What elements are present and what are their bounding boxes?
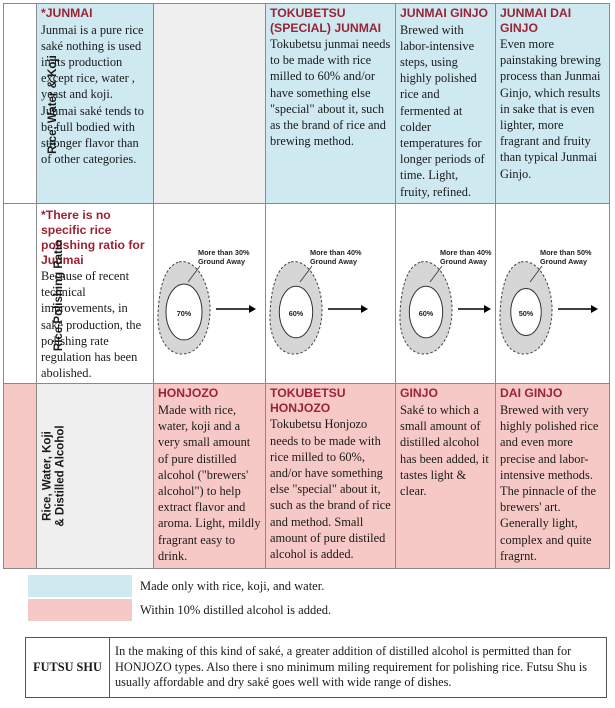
tokubetsu-junmai-cell	[266, 4, 396, 204]
remaining-percent-label: 70%	[176, 309, 192, 319]
polishing-note: *There is no specific rice polishing ratio for Junmai	[41, 208, 145, 267]
polishing-body: Because of recent technical improvements, in saké production, the polishing rate regulation has been abolished.	[41, 269, 142, 381]
row-rice-water-koji	[4, 4, 610, 204]
tokubetsu-junmai-title: TOKUBETSU (SPECIAL) JUNMAI	[270, 6, 382, 35]
tokubetsu-honjozo-cell	[266, 384, 396, 569]
rice-grain-diagram	[266, 206, 395, 381]
tokubetsu-honjozo-title: TOKUBETSU HONJOZO	[270, 386, 346, 415]
ground-away-label-line1: More than 50%	[540, 248, 592, 258]
row2-label-text: Rice Polishing Ratio	[53, 239, 66, 351]
ground-away-label-line1: More than 40%	[440, 248, 492, 258]
arrow-head	[484, 305, 491, 313]
ground-away-label-line2: Ground Away	[440, 257, 488, 267]
futsu-shu-box	[25, 637, 607, 698]
legend-text-pink: Within 10% distilled alcohol is added.	[140, 603, 332, 617]
remaining-percent-label: 60%	[418, 309, 434, 319]
polish-diagram-cell	[154, 204, 266, 384]
junmai-title: *JUNMAI	[41, 6, 93, 20]
ground-away-label-line2: Ground Away	[540, 257, 588, 267]
remaining-percent-label: 50%	[518, 309, 534, 319]
polish-diagram-cell	[266, 204, 396, 384]
ground-away-label-line1: More than 40%	[310, 248, 362, 258]
dai-ginjo-cell	[496, 384, 610, 569]
row3-label-line1: Rice, Water, Koji	[41, 431, 54, 522]
legend-swatch-pink	[28, 599, 132, 621]
junmai-ginjo-title: JUNMAI GINJO	[400, 6, 489, 20]
arrow-head	[249, 305, 256, 313]
ground-away-label-line2: Ground Away	[198, 257, 246, 267]
legend-text-blue: Made only with rice, koji, and water.	[140, 579, 325, 593]
honjozo-cell	[154, 384, 266, 569]
ground-away-label-line2: Ground Away	[310, 257, 358, 267]
junmai-dai-ginjo-cell	[496, 4, 610, 204]
sake-classification-table	[3, 3, 610, 569]
futsu-shu-body: In the making of this kind of saké, a greater addition of distilled alcohol is permitted than for HONJOZO types. Also there i sno minimum miling requirement for polishing rice. Futsu Shu is usually affordable and dry saké goes well with wide range of dishes.	[110, 638, 607, 698]
polish-diagram-cell	[496, 204, 610, 384]
honjozo-body: Made with rice, water, koji and a very small amount of pure distilled alcohol ("brewers' alcohol") to help extract flavor and aroma. Light, mildly fragrant easy to drink.	[158, 402, 261, 563]
ground-away-label-line1: More than 30%	[198, 248, 250, 258]
rice-grain-diagram	[154, 206, 265, 381]
tokubetsu-junmai-body: Tokubetsu junmai needs to be made with rice milled to 60% and/or have something else "special" about it, such as the brand of rice and brewing method.	[270, 37, 391, 149]
tokubetsu-honjozo-body: Tokubetsu Honjozo needs to be made with rice milled to 60%, and/or have something else "special" about it, such as the brand of rice and method. Small amount of pure distiled alcohol is added.	[270, 417, 391, 562]
junmai-dai-ginjo-title: JUNMAI DAI GINJO	[500, 6, 572, 35]
row3-label-text	[42, 426, 68, 527]
arrow-head	[361, 305, 368, 313]
junmai-ginjo-body: Brewed with labor-intensive steps, using highly polished rice and fermented at colder temperatures for longer periods of time. Light, fruity, refined.	[400, 22, 485, 199]
row-polishing-ratio	[4, 204, 610, 384]
row-with-alcohol	[4, 384, 610, 569]
remaining-percent-label: 60%	[288, 309, 304, 319]
row-label-with-alcohol	[4, 384, 67, 569]
row3-label-line2: & Distilled Alcohol	[54, 425, 67, 527]
rice-grain-diagram	[496, 206, 609, 381]
row-label-rice-water-koji	[4, 4, 59, 204]
futsu-shu-label: FUTSU SHU	[26, 638, 110, 698]
ginjo-title: GINJO	[400, 386, 438, 401]
dai-ginjo-body: Brewed with very highly polished rice and even more precise and labor-intensive methods. The pinnacle of the brewers' art. Generally light, complex and quite fragrnt.	[500, 402, 599, 563]
polish-diagram-cell	[396, 204, 496, 384]
row-label-polishing	[4, 204, 66, 384]
legend-swatch-blue	[28, 575, 132, 597]
rice-grain-diagram	[396, 206, 495, 381]
dai-ginjo-title: DAI GINJO	[500, 386, 563, 401]
junmai-body: Junmai is a pure rice saké nothing is used in its production except rice, water , yeast and koji. Junmai saké tends to be full bodied with stronger flavor than of other categories.	[41, 22, 144, 167]
row1-label-text: Rice, Water & Koji	[46, 55, 59, 155]
honjozo-title: HONJOZO	[158, 386, 219, 401]
arrow-head	[591, 305, 598, 313]
ginjo-cell	[396, 384, 496, 569]
junmai-dai-ginjo-body: Even more painstaking brewing process than Junmai Ginjo, which results in sake that is even lighter, more fragrant and fruity than typical Junmai Ginjo.	[500, 37, 601, 181]
junmai-ginjo-cell	[396, 4, 496, 204]
ginjo-body: Saké to which a small amount of distilled alcohol has been added, it tastes light & clear.	[400, 402, 489, 498]
empty-cell-row1	[154, 4, 266, 204]
